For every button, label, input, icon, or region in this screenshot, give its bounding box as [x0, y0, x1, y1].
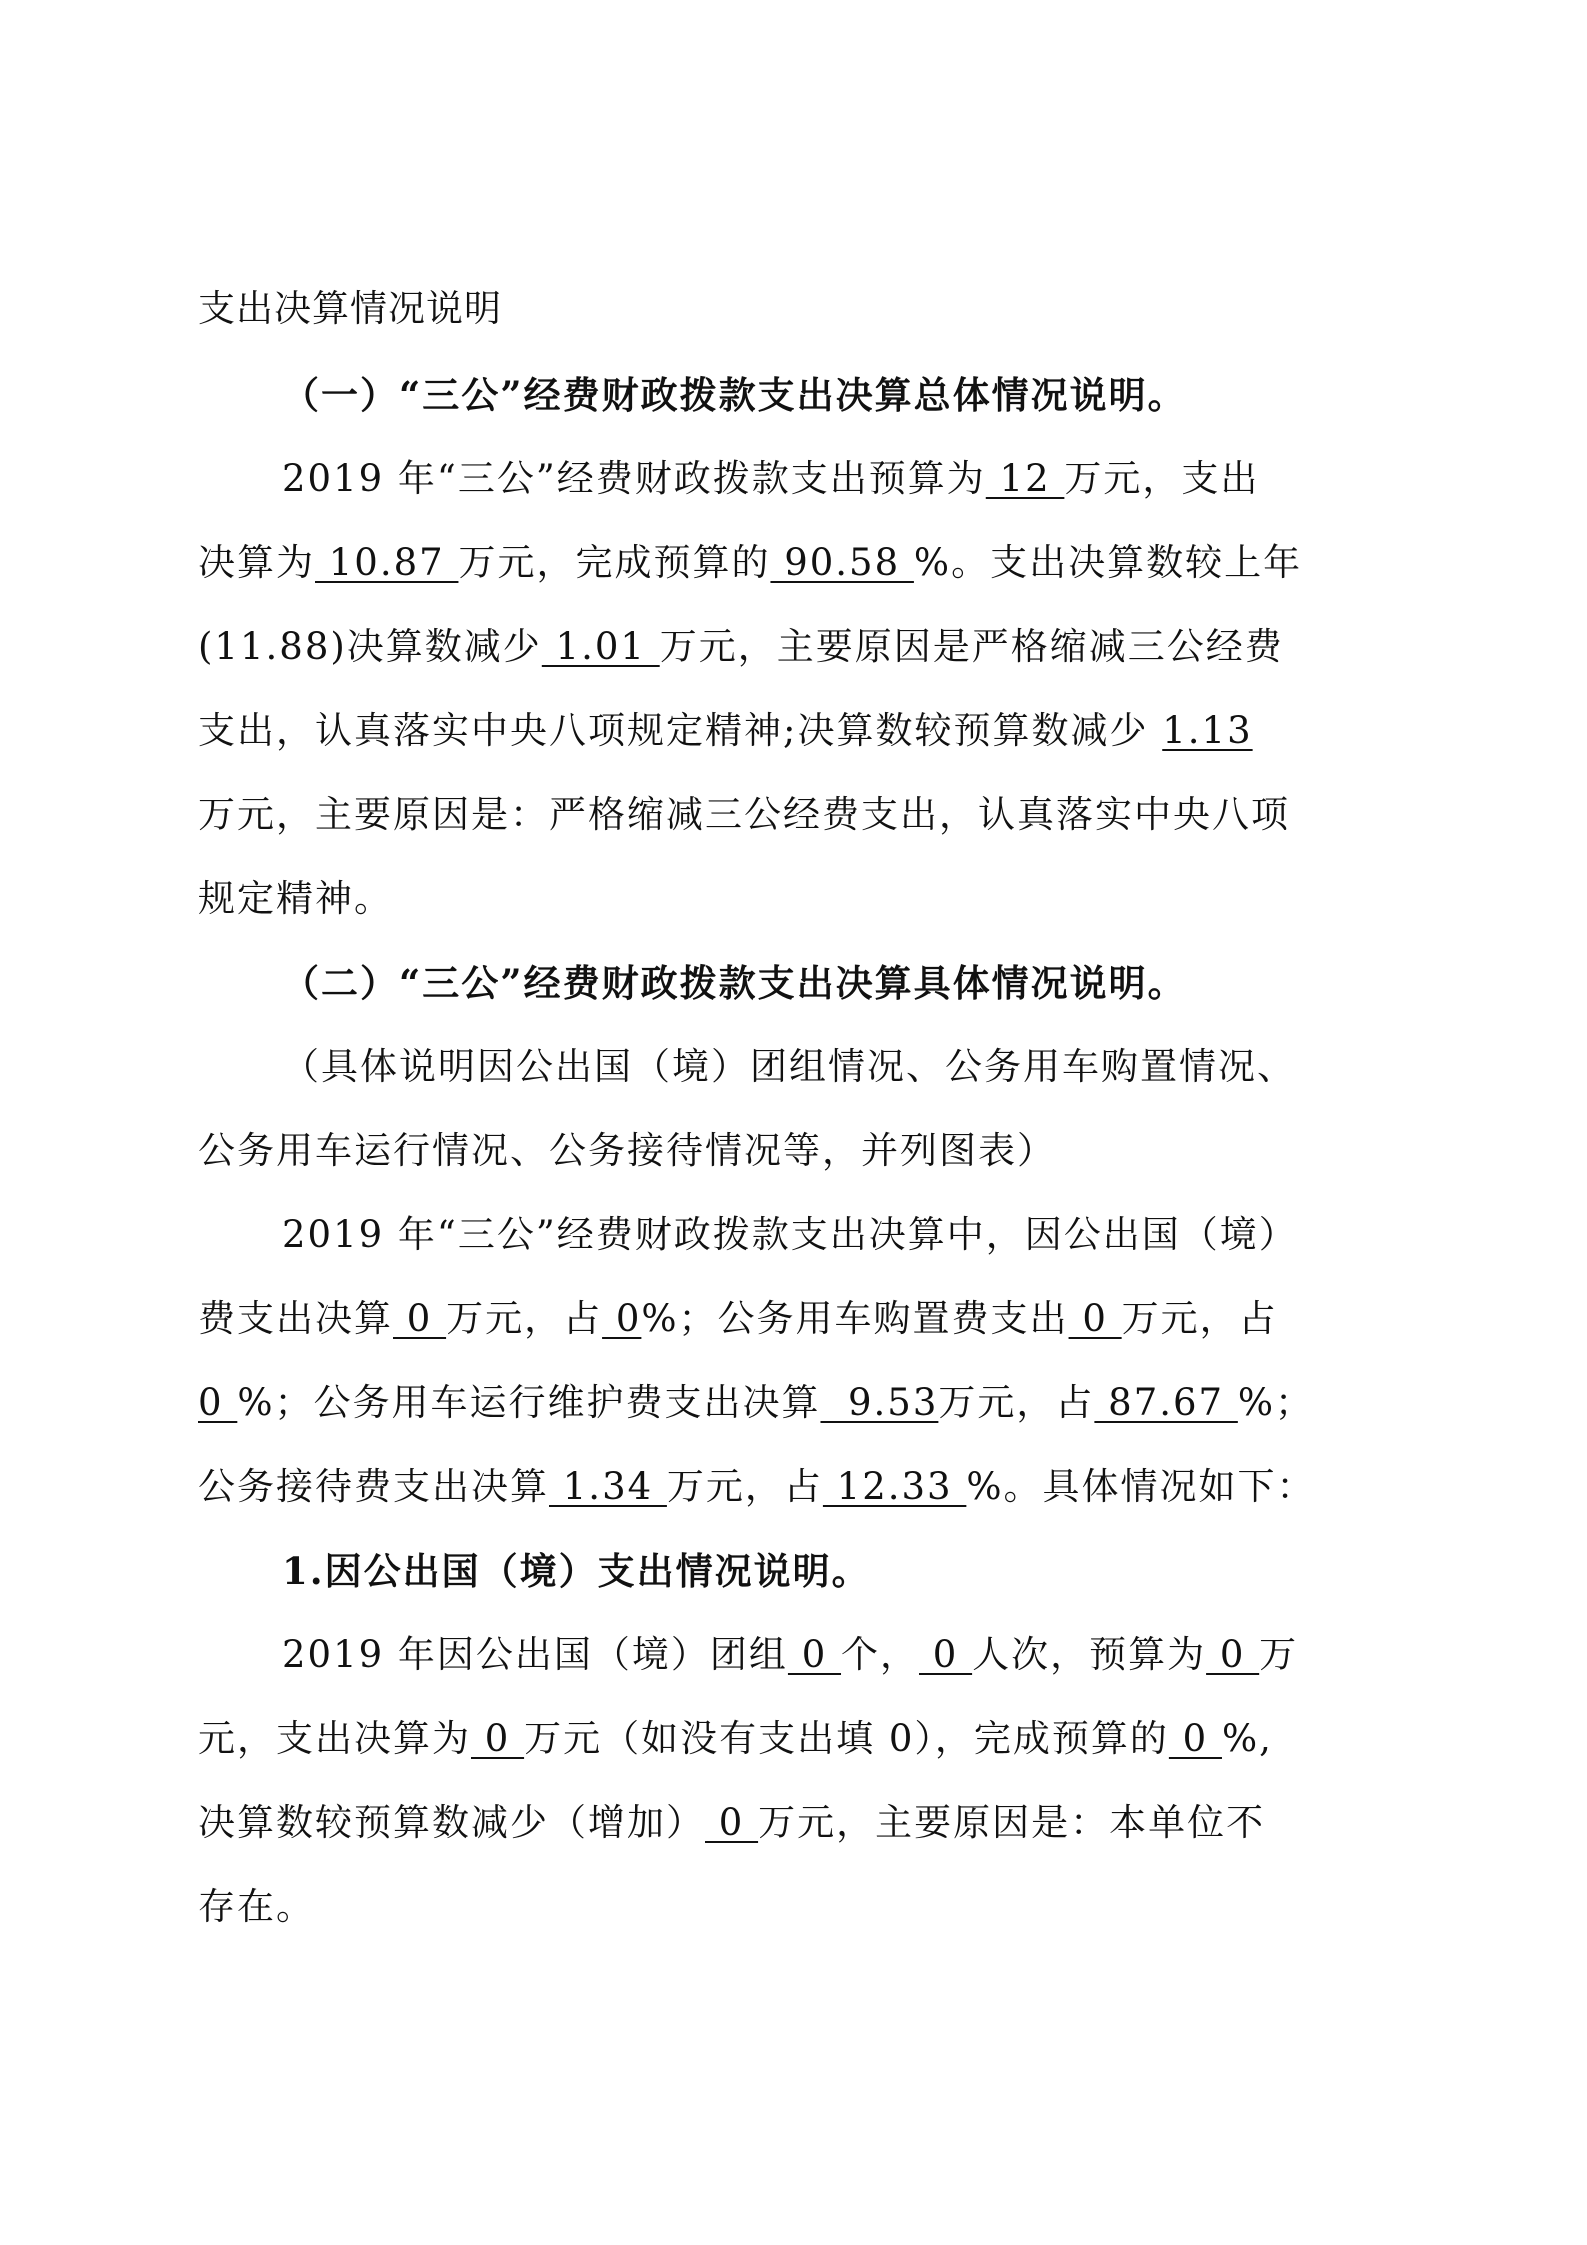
- abroad-completion: 0: [1168, 1717, 1222, 1760]
- section-title: 支出决算情况说明: [198, 287, 502, 330]
- abroad-diff: 0: [705, 1801, 759, 1844]
- car-run-pct: 87.67: [1094, 1381, 1238, 1424]
- reception-pct: 12.33: [822, 1465, 967, 1508]
- budget-value: 12: [985, 457, 1065, 500]
- part1-heading: （一）“三公”经费财政拨款支出决算总体情况说明。: [282, 373, 1187, 417]
- part1-line-3: (11.88)决算数减少 1.01 万元，主要原因是严格缩减三公经费: [198, 625, 1284, 668]
- completion-rate: 90.58: [770, 541, 914, 584]
- part1-line-5: 万元，主要原因是：严格缩减三公经费支出，认真落实中央八项: [198, 793, 1290, 836]
- abroad-pct: 0: [602, 1297, 642, 1340]
- abroad-final: 0: [471, 1717, 525, 1760]
- decrease-vs-prev: 1.01: [541, 625, 660, 668]
- item1-line-1: 2019 年因公出国（境）团组 0 个， 0 人次，预算为 0 万: [282, 1633, 1299, 1676]
- part1-line-4: 支出，认真落实中央八项规定精神;决算数较预算数减少 1.13: [198, 709, 1253, 752]
- part1-line-2: 决算为 10.87 万元，完成预算的 90.58 %。支出决算数较上年: [198, 541, 1303, 584]
- car-purchase-pct: 0: [198, 1381, 238, 1424]
- part2-note-1: （具体说明因公出国（境）团组情况、公务用车购置情况、: [282, 1045, 1296, 1088]
- groups-count: 0: [787, 1633, 842, 1676]
- item1-line-4: 存在。: [198, 1885, 315, 1928]
- item1-heading: 1.因公出国（境）支出情况说明。: [282, 1549, 871, 1593]
- item1-line-3: 决算数较预算数减少（增加） 0 万元，主要原因是：本单位不: [198, 1801, 1266, 1844]
- part2-line-4: 公务接待费支出决算 1.34 万元，占 12.33 %。具体情况如下：: [198, 1465, 1316, 1508]
- final-value: 10.87: [315, 541, 459, 584]
- part1-line-1: 2019 年“三公”经费财政拨款支出预算为 12 万元，支出: [282, 457, 1260, 500]
- decrease-vs-budget: 1.13: [1162, 709, 1253, 752]
- abroad-amount: 0: [393, 1297, 447, 1340]
- part2-note-2: 公务用车运行情况、公务接待情况等，并列图表）: [198, 1129, 1056, 1172]
- part2-line-3: 0 %；公务用车运行维护费支出决算 9.53万元，占 87.67 %；: [198, 1381, 1315, 1424]
- part2-heading: （二）“三公”经费财政拨款支出决算具体情况说明。: [282, 961, 1187, 1005]
- car-purchase-amount: 0: [1068, 1297, 1122, 1340]
- reception-amount: 1.34: [549, 1465, 667, 1508]
- part1-line-6: 规定精神。: [198, 877, 393, 920]
- part2-line-2: 费支出决算 0 万元，占 0%；公务用车购置费支出 0 万元，占: [198, 1297, 1278, 1340]
- car-run-amount: 9.53: [820, 1381, 939, 1424]
- item1-line-2: 元，支出决算为 0 万元（如没有支出填 0），完成预算的 0 %,: [198, 1717, 1273, 1760]
- part2-line-1: 2019 年“三公”经费财政拨款支出决算中，因公出国（境）: [282, 1213, 1298, 1256]
- abroad-budget: 0: [1206, 1633, 1260, 1676]
- persons-count: 0: [919, 1633, 973, 1676]
